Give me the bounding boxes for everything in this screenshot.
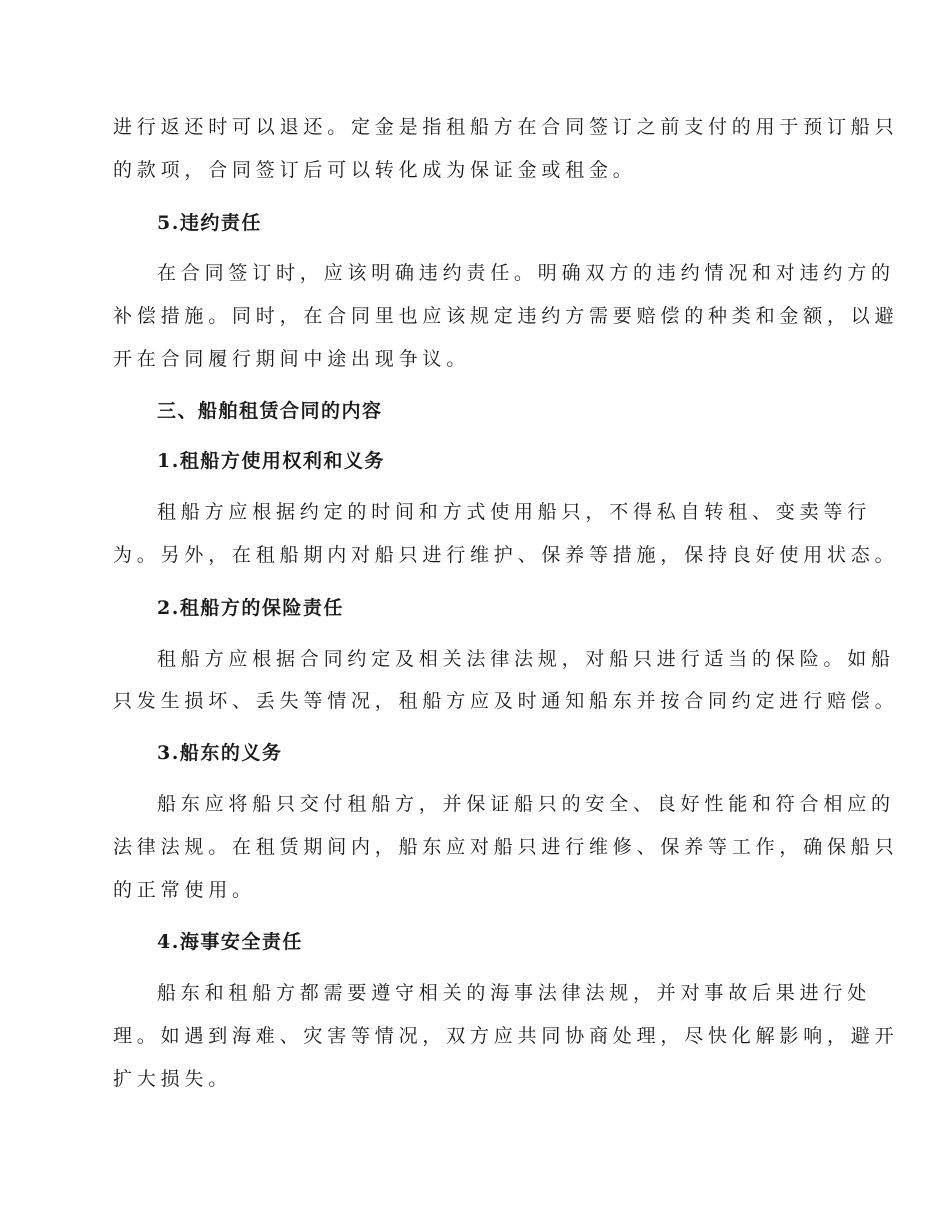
- paragraph-line: 租船方应根据约定的时间和方式使用船只，不得私自转租、变卖等行: [157, 501, 872, 523]
- section-heading-breach-liability: 5.违约责任: [157, 212, 262, 234]
- paragraph-line: 在合同签订时，应该明确违约责任。明确双方的违约情况和对违约方的: [157, 262, 895, 284]
- paragraph-line: 理。如遇到海难、灾害等情况，双方应共同协商处理，尽快化解影响，避开: [113, 1025, 899, 1047]
- subsection-heading-owner-obligations: 3.船东的义务: [157, 742, 283, 764]
- paragraph-line: 的正常使用。: [113, 879, 256, 901]
- paragraph-line: 只发生损坏、丢失等情况，租船方应及时通知船东并按合同约定进行赔偿。: [113, 690, 899, 712]
- subsection-heading-rights-obligations: 1.租船方使用权利和义务: [157, 450, 385, 472]
- paragraph-line: 补偿措施。同时，在合同里也应该规定违约方需要赔偿的种类和金额，以避: [113, 305, 899, 327]
- subsection-heading-maritime-safety: 4.海事安全责任: [157, 931, 303, 953]
- paragraph-line: 开在合同履行期间中途出现争议。: [113, 348, 471, 370]
- paragraph-line: 法律法规。在租赁期间内，船东应对船只进行维修、保养等工作，确保船只: [113, 836, 899, 858]
- section-heading-contract-content: 三、船舶租赁合同的内容: [157, 400, 383, 422]
- subsection-heading-insurance: 2.租船方的保险责任: [157, 597, 344, 619]
- paragraph-line: 为。另外，在租船期内对船只进行维护、保养等措施，保持良好使用状态。: [113, 544, 899, 566]
- paragraph-line: 扩大损失。: [113, 1068, 233, 1090]
- paragraph-line: 的款项，合同签订后可以转化成为保证金或租金。: [113, 159, 637, 181]
- paragraph-line: 船东和租船方都需要遵守相关的海事法律法规，并对事故后果进行处: [157, 982, 872, 1004]
- paragraph-line: 进行返还时可以退还。定金是指租船方在合同签订之前支付的用于预订船只: [113, 116, 899, 138]
- paragraph-line: 船东应将船只交付租船方，并保证船只的安全、良好性能和符合相应的: [157, 793, 895, 815]
- paragraph-line: 租船方应根据合同约定及相关法律法规，对船只进行适当的保险。如船: [157, 648, 895, 670]
